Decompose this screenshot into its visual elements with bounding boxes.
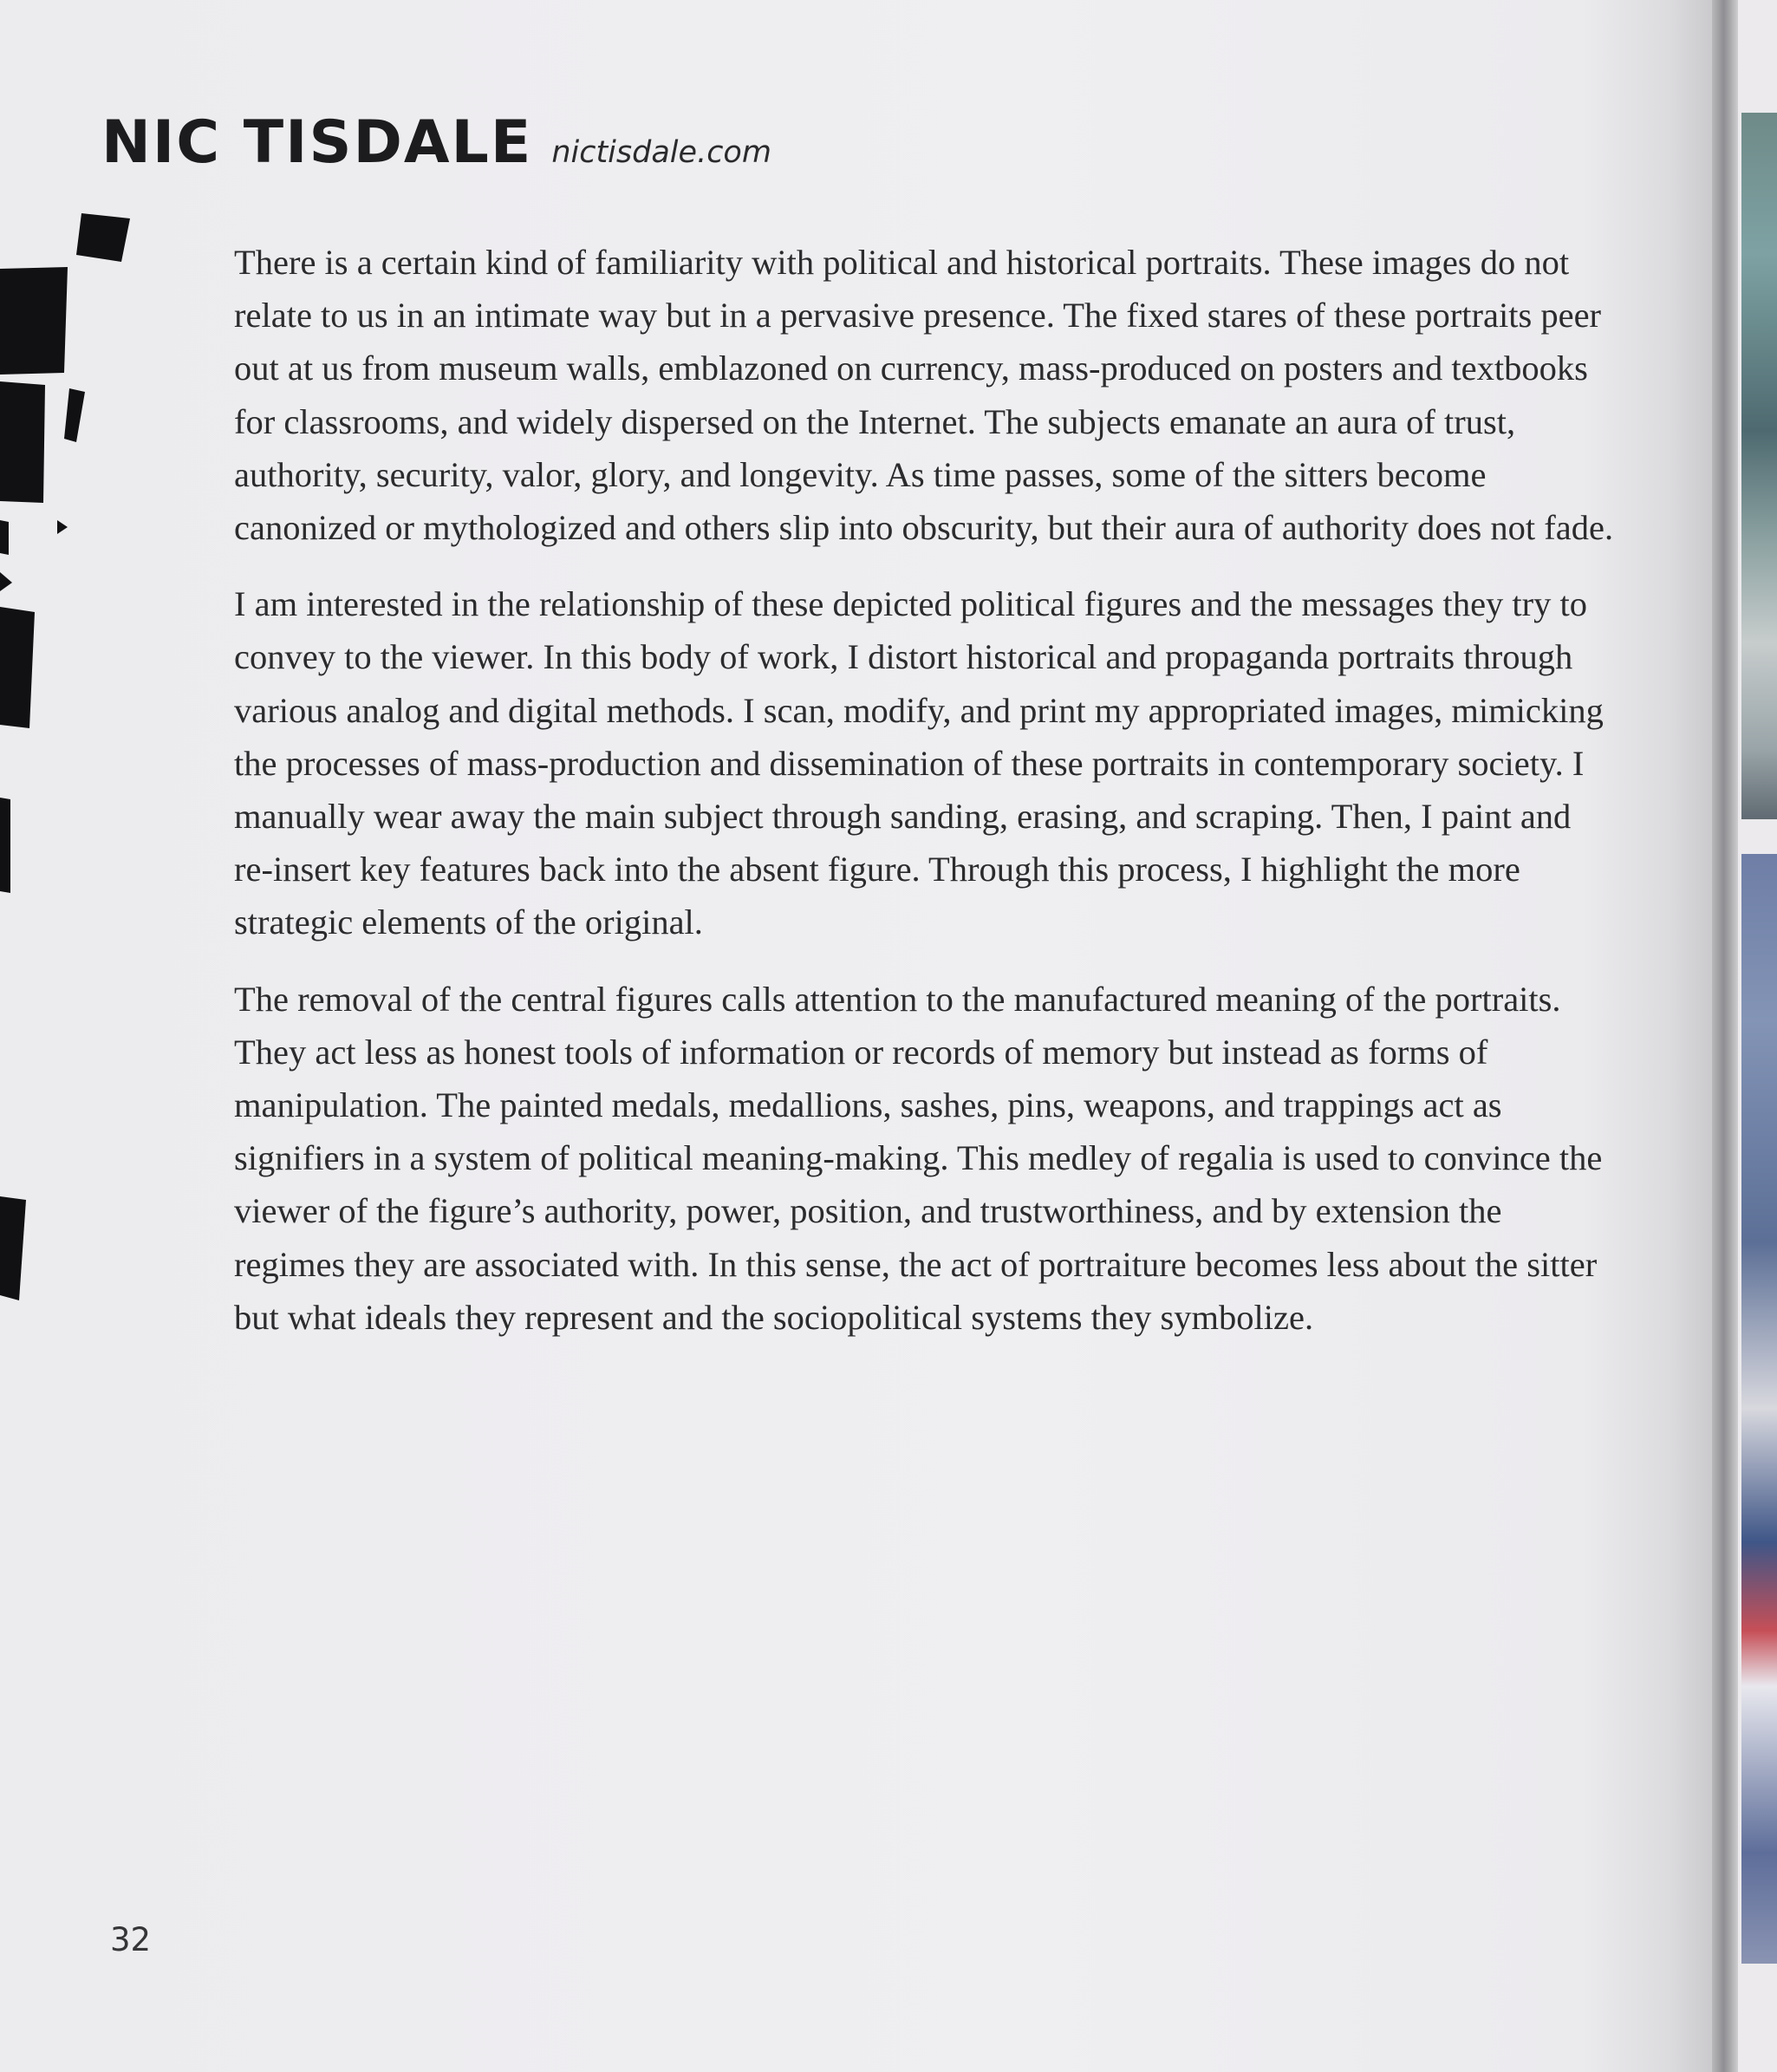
adjacent-page-image: [1741, 854, 1777, 1964]
artist-website: nictisdale.com: [551, 135, 771, 170]
statement-paragraph: I am interested in the relationship of these depicted political figures and the messages they try to convey to the viewer. In this body of work, I distort historical and propaganda portraits through various analog and digital methods. I scan, modify, and print my appropriated images, mimicking the processes of mass-production and dissemination of these portraits in contemporary society. I manually wear away the main subject through sanding, erasing, and scraping. Then, I paint and re-insert key features back into the absent figure. Through this process, I highlight the more strategic elements of the original.: [234, 584, 1604, 942]
page-number: 32: [110, 1921, 152, 1958]
artist-name: NIC TISDALE: [101, 108, 533, 177]
statement-paragraph: There is a certain kind of familiarity with political and historical portraits. These images do not relate to us in an intimate way but in a pervasive presence. The fixed stares of these portraits peer out at us from museum walls, emblazoned on currency, mass-produced on posters and textbooks for classrooms, and widely dispersed on the Internet. The subjects emanate an aura of trust, authority, security, valor, glory, and longevity. As time passes, some of the sitters become canonized or mythologized and others slip into obscurity, but their aura of authority does not fade.: [234, 243, 1614, 548]
article-header: [101, 108, 771, 177]
decorative-squares-graphic: [0, 199, 139, 1326]
adjacent-page-image: [1741, 113, 1777, 819]
adjacent-page-edge: [1738, 0, 1777, 2072]
book-gutter: [1712, 0, 1738, 2072]
artist-statement: [234, 236, 1617, 1367]
statement-paragraph: The removal of the central figures calls attention to the manufactured meaning of the portraits. They act less as honest tools of information or records of memory but instead as forms of manipulation. The painted medals, medallions, sashes, pins, weapons, and trappings act as signifiers in a system of political meaning-making. This medley of regalia is used to convince the viewer of the figure’s authority, power, position, and trustworthiness, and by extension the regimes they are associated with. In this sense, the act of portraiture becomes less about the sitter but what ideals they represent and the sociopolitical systems they symbolize.: [234, 979, 1603, 1337]
